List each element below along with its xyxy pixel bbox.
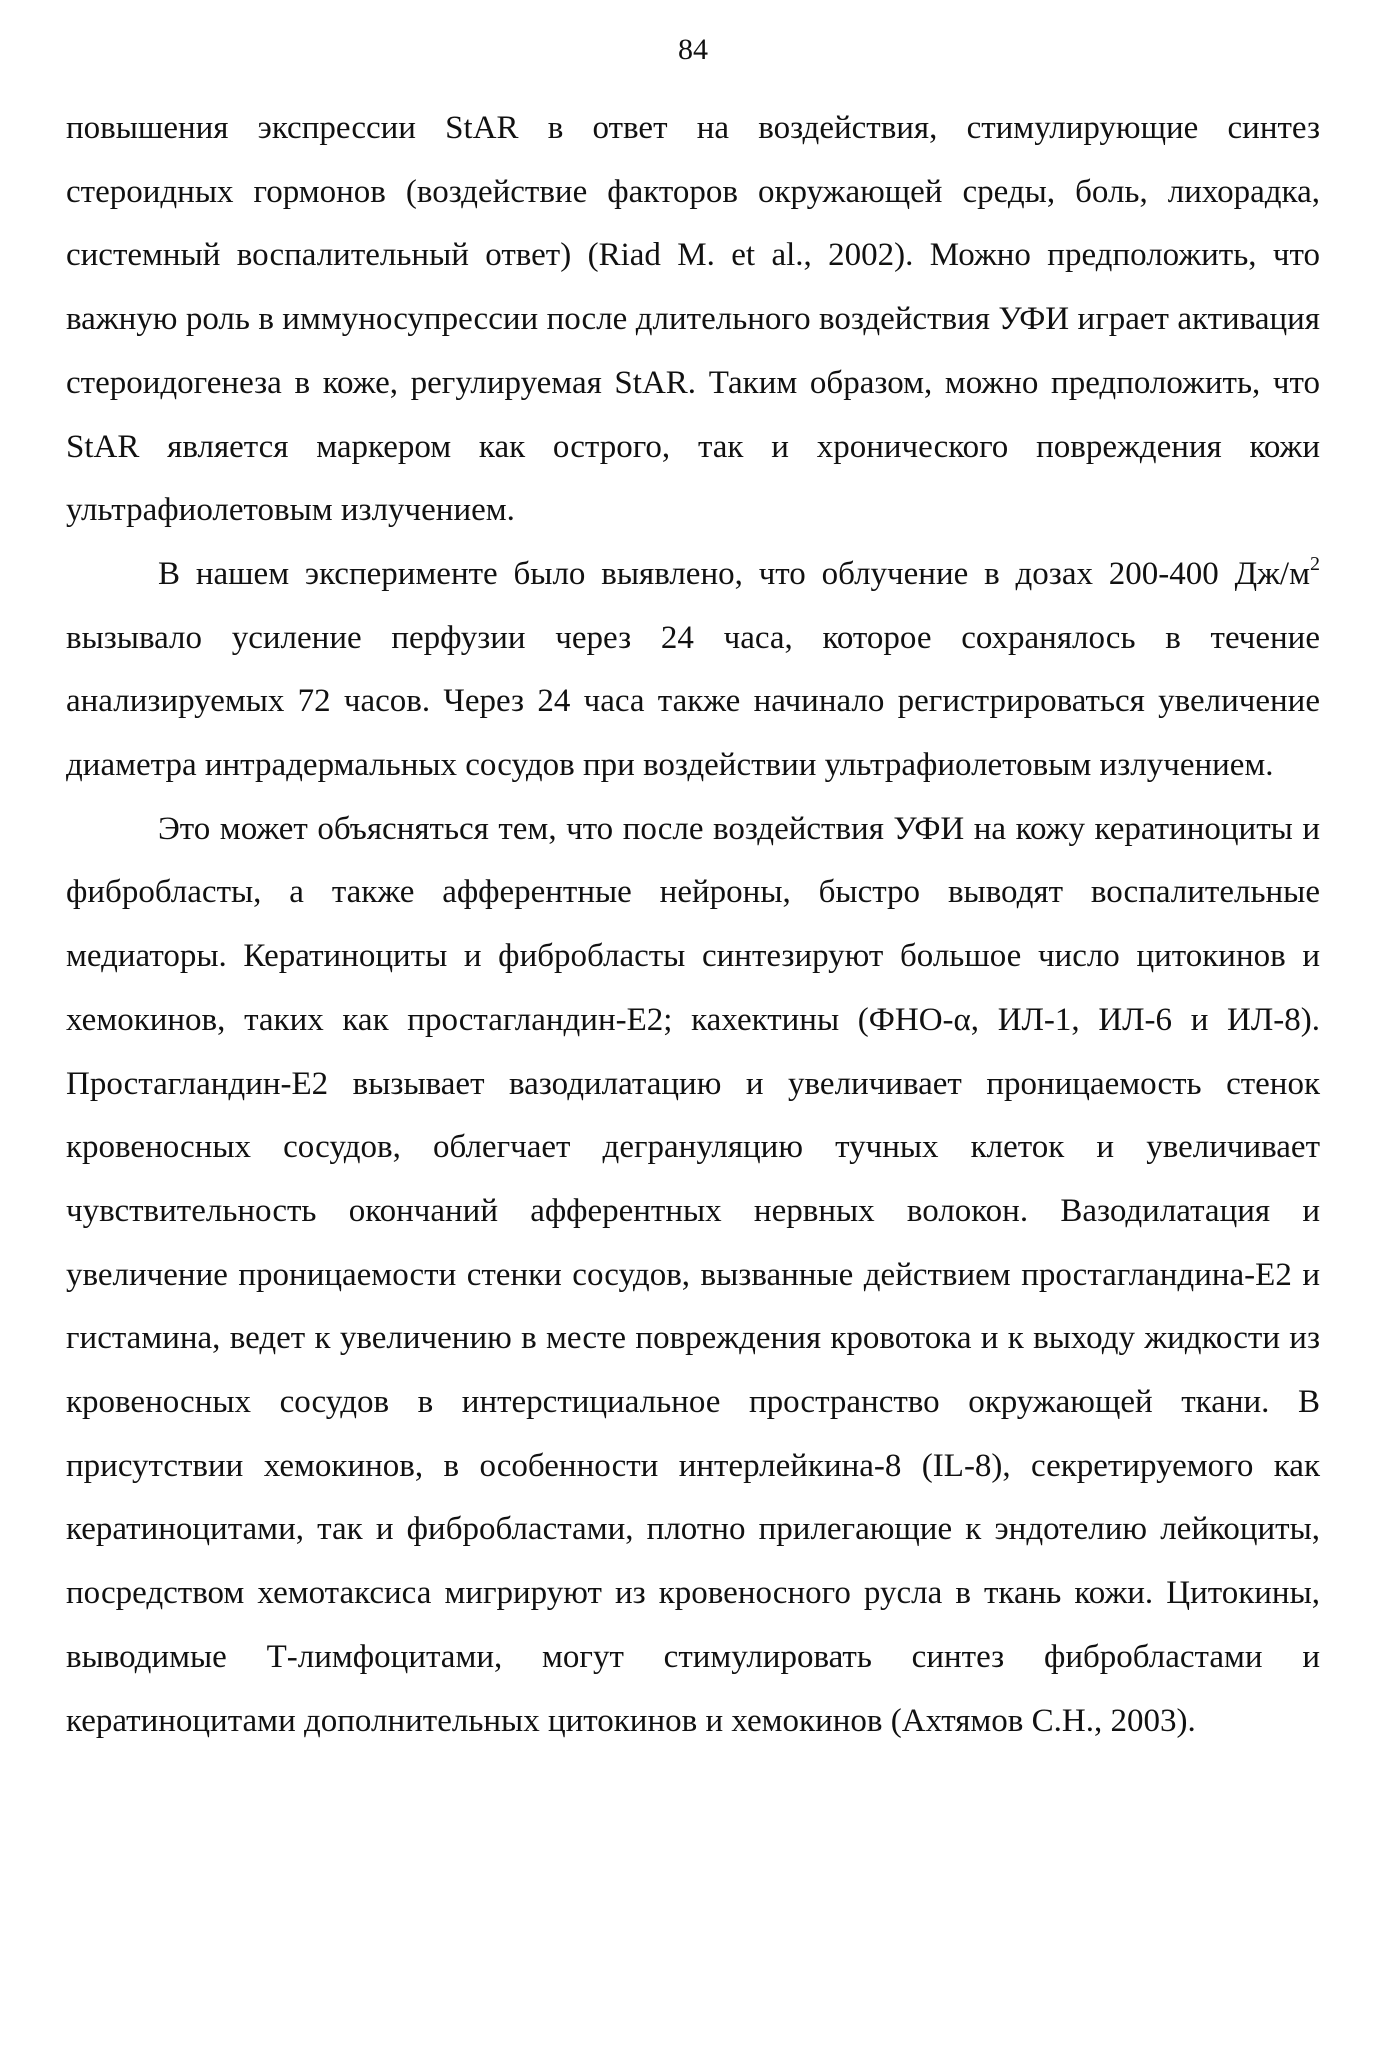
unit-exponent: 2 xyxy=(1310,552,1320,575)
paragraph-2-text-end: вызывало усиление перфузии через 24 часа, которое сохранялось в течение анализируемых 72 часов. Через 24 часа также начинало регистрироваться увеличение диаметра интрадермальных сосудов при воздействии ультрафиолетовым излучением. xyxy=(66,619,1320,784)
paragraph-1: повышения экспрессии StAR в ответ на воздействия, стимулирующие синтез стероидных гормонов (воздействие факторов окружающей среды, боль, лихорадка, системный воспалительный ответ) (Riad M. et al., 2002). Можно предположить, что важную роль в иммуносупрессии после длительного воздействия УФИ играет активация стероидогенеза в коже, регулируемая StAR. Таким образом, можно предположить, что StAR является маркером как острого, так и хронического повреждения кожи ультрафиолетовым излучением. xyxy=(66,110,1320,529)
paragraph-2 xyxy=(66,543,1320,798)
body-text xyxy=(66,97,1320,1753)
page-number: 84 xyxy=(678,33,708,66)
paragraph-3: Это может объясняться тем, что после воздействия УФИ на кожу кератиноциты и фибробласты, а также афферентные нейроны, быстро выводят воспалительные медиаторы. Кератиноциты и фибробласты синтезируют большое число цитокинов и хемокинов, таких как простагландин-Е2; кахектины (ФНО-α, ИЛ-1, ИЛ-6 и ИЛ-8). Простагландин-Е2 вызывает вазодилатацию и увеличивает проницаемость стенок кровеносных сосудов, облегчает дегрануляцию тучных клеток и увеличивает чувствительность окончаний афферентных нервных волокон. Вазодилатация и увеличение проницаемости стенки сосудов, вызванные действием простагландина-Е2 и гистамина, ведет к увеличению в месте повреждения кровотока и к выходу жидкости из кровеносных сосудов в интерстициальное пространство окружающей ткани. В присутствии хемокинов, в особенности интерлейкина-8 (IL-8), секретируемого как кератиноцитами, так и фибробластами, плотно прилегающие к эндотелию лейкоциты, посредством хемотаксиса мигрируют из кровеносного русла в ткань кожи. Цитокины, выводимые Т-лимфоцитами, могут стимулировать синтез фибробластами и кератиноцитами дополнительных цитокинов и хемокинов (Ахтямов С.Н., 2003). xyxy=(66,810,1320,1739)
paragraph-2-text-start: В нашем эксперименте было выявлено, что облучение в дозах 200-400 Дж/м xyxy=(158,555,1310,592)
